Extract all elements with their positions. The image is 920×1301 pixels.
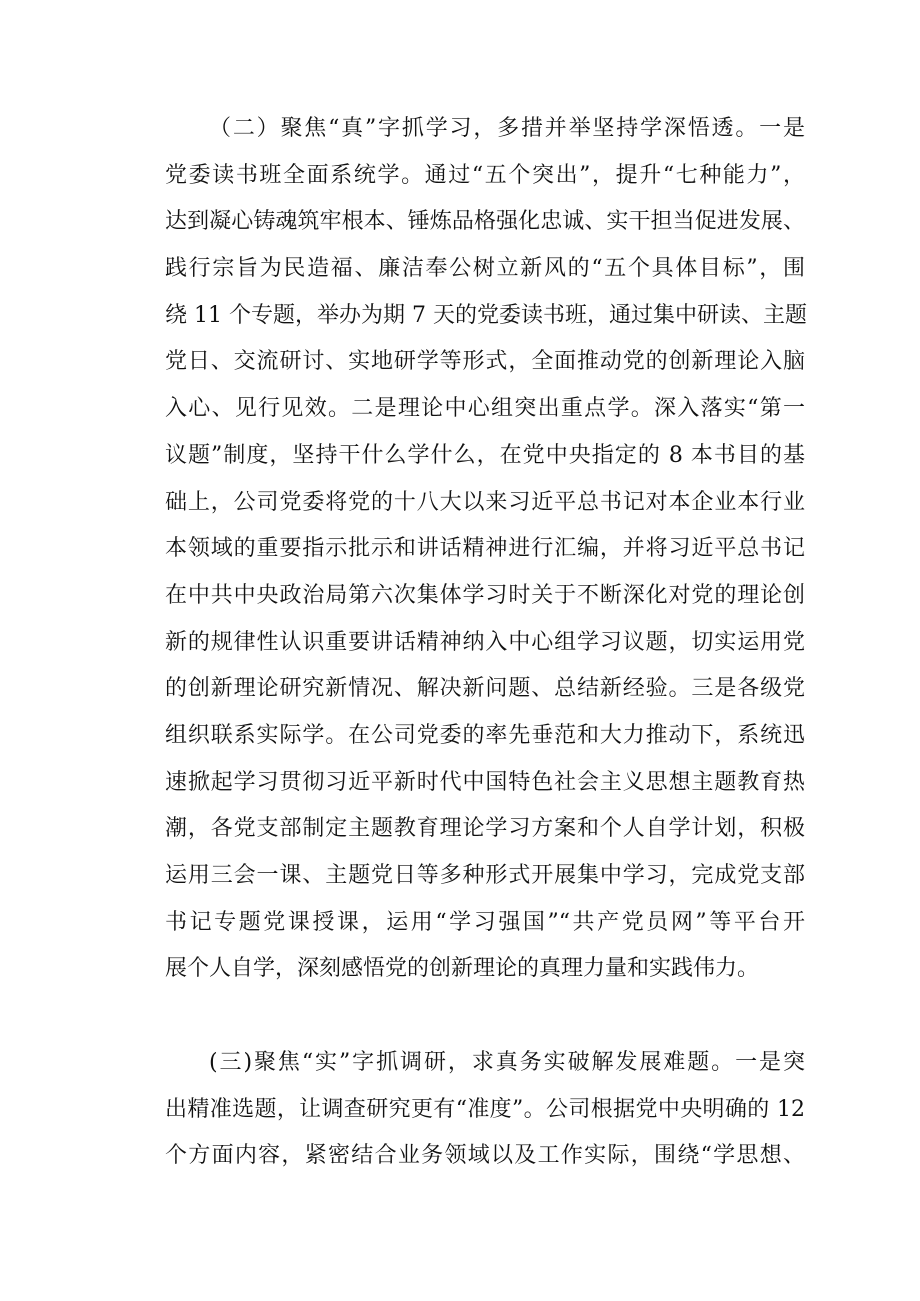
paragraph-line: 议题”制度，坚持干什么学什么，在党中央指定的 8 本书目的基 <box>165 442 805 468</box>
paragraph-line: 运用三会一课、主题党日等多种形式开展集中学习，完成党支部 <box>165 863 805 888</box>
paragraph-line: 达到凝心铸魂筑牢根本、锤炼品格强化忠诚、实干担当促进发展、 <box>165 209 805 235</box>
paragraph-line: 速掀起学习贯彻习近平新时代中国特色社会主义思想主题教育热 <box>165 769 805 795</box>
paragraph-line: 党日、交流研讨、实地研学等形式，全面推动党的创新理论入脑 <box>165 349 805 375</box>
paragraph-line: 践行宗旨为民造福、廉洁奉公树立新风的“五个具体目标”，围 <box>165 256 805 282</box>
paragraph-line: 入心、见行见效。二是理论中心组突出重点学。深入落实“第一 <box>165 396 805 422</box>
paragraph-line: 的创新理论研究新情况、解决新问题、总结新经验。三是各级党 <box>165 676 805 702</box>
paragraph-line: 绕 11 个专题，举办为期 7 天的党委读书班，通过集中研读、主题 <box>165 302 807 328</box>
paragraph-line: 础上，公司党委将党的十八大以来习近平总书记对本企业本行业 <box>165 489 805 515</box>
paragraph-line: 展个人自学，深刻感悟党的创新理论的真理力量和实践伟力。 <box>165 956 760 982</box>
paragraph-line: 本领域的重要指示批示和讲话精神进行汇编，并将习近平总书记 <box>165 536 805 562</box>
paragraph-3 <box>165 1040 805 1180</box>
paragraph-line: （二）聚焦“真”字抓学习，多措并举坚持学深悟透。一是 <box>209 116 805 141</box>
paragraph-line: 书记专题党课授课，运用“学习强国”“共产党员网”等平台开 <box>165 909 805 935</box>
paragraph-line: 组织联系实际学。在公司党委的率先垂范和大力推动下，系统迅 <box>165 722 805 748</box>
paragraph-line: 个方面内容，紧密结合业务领域以及工作实际，围绕“学思想、 <box>165 1143 805 1169</box>
paragraph-2 <box>165 106 805 993</box>
paragraph-line: 新的规律性认识重要讲话精神纳入中心组学习议题，切实运用党 <box>165 629 805 655</box>
paragraph-line: 出精准选题，让调查研究更有“准度”。公司根据党中央明确的 12 <box>165 1096 805 1122</box>
paragraph-line: (三)聚焦“实”字抓调研，求真务实破解发展难题。一是突 <box>209 1050 805 1075</box>
paragraph-line: 潮，各党支部制定主题教育理论学习方案和个人自学计划，积极 <box>165 816 805 842</box>
paragraph-line: 在中共中央政治局第六次集体学习时关于不断深化对党的理论创 <box>165 582 805 608</box>
paragraph-line: 党委读书班全面系统学。通过“五个突出”，提升“七种能力”， <box>165 162 805 188</box>
